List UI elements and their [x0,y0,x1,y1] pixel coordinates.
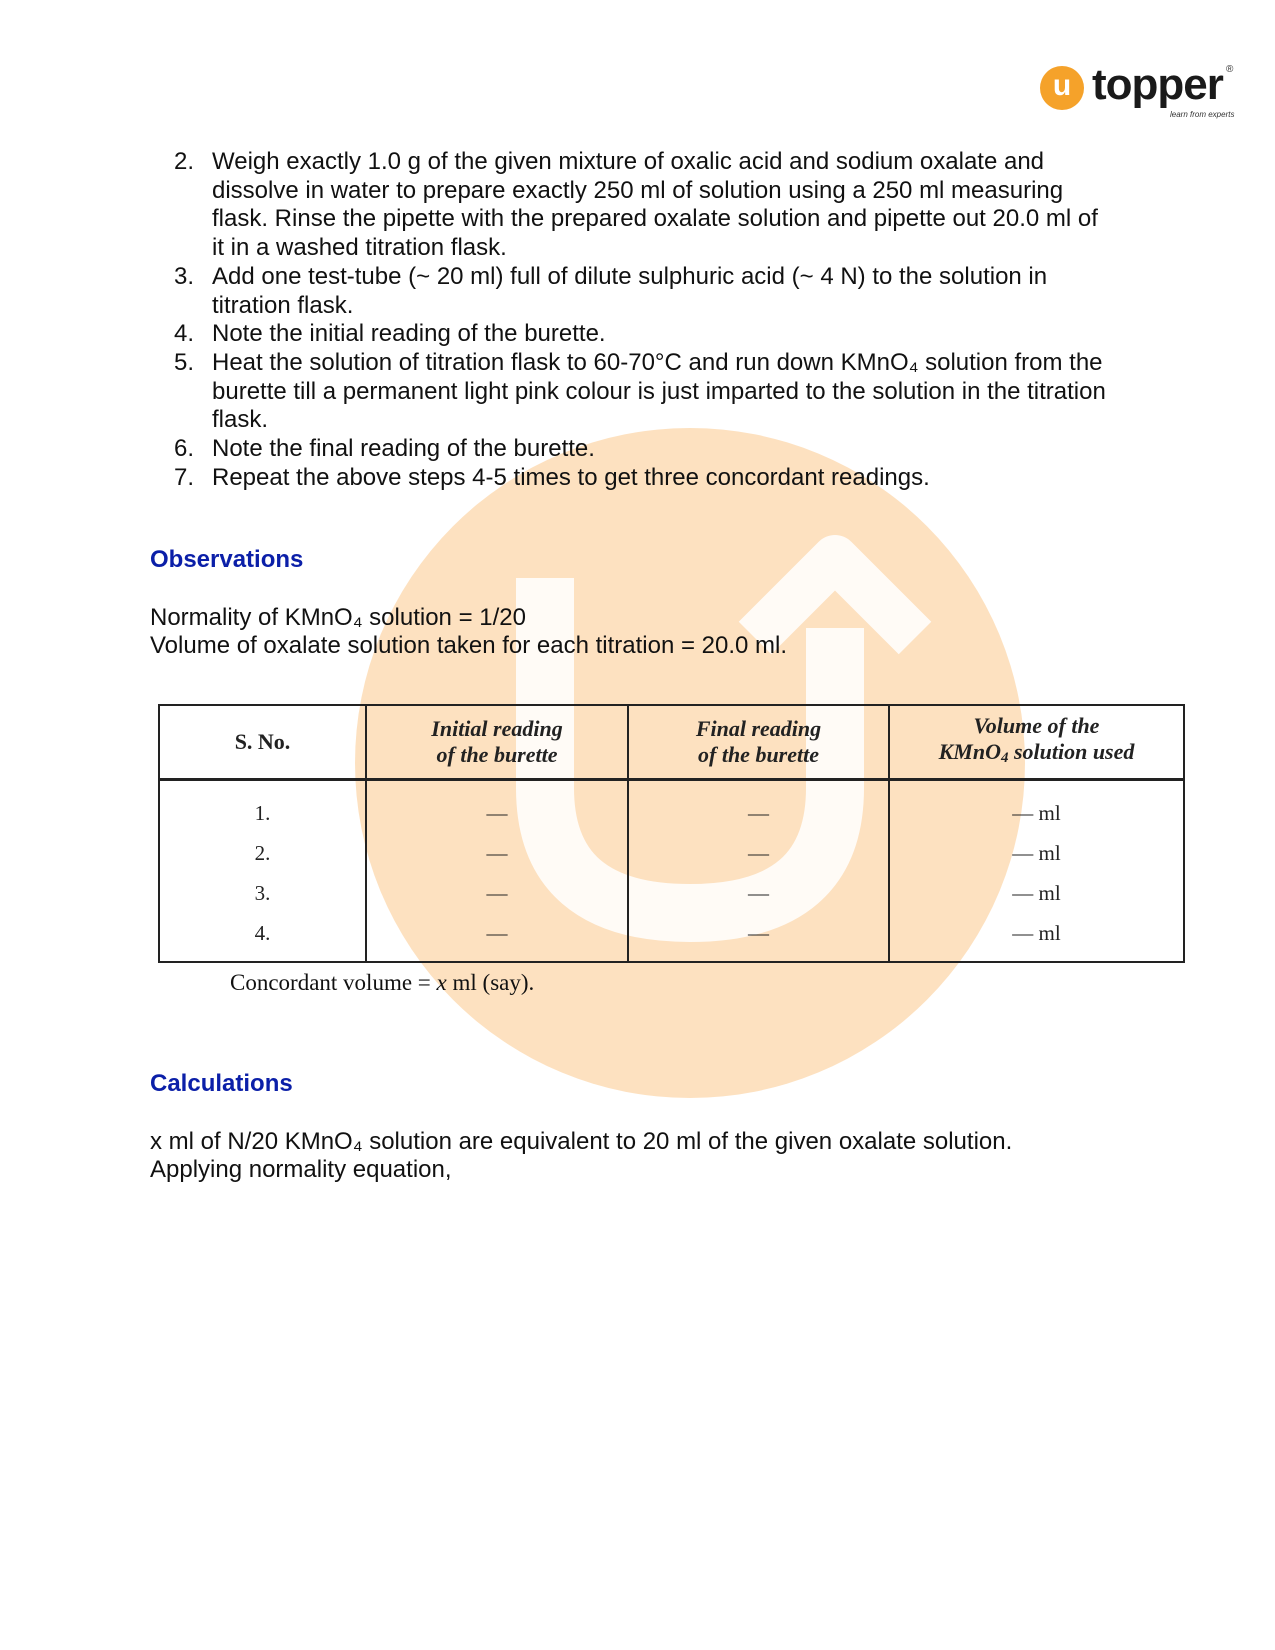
step-text: Add one test-tube (~ 20 ml) full of dilute sulphuric acid (~ 4 N) to the solution in titration flask. [212,262,1048,319]
cell-sno: 3. [159,873,366,913]
table-row [159,833,1184,873]
procedure-steps [174,148,1112,492]
logo-wordmark: topper [1092,60,1223,109]
table-row [159,780,1184,834]
calculation-line-2: Applying normality equation, [150,1156,452,1183]
cell-initial: — [366,913,628,962]
step-item: 3. Add one test-tube (~ 20 ml) full of dilute sulphuric acid (~ 4 N) to the solution in titration flask. [174,262,1048,319]
step-text: Weigh exactly 1.0 g of the given mixture of oxalic acid and sodium oxalate and dissolve in water to prepare exactly 250 ml of solution using a 250 ml measuring flask. Rinse the pipette with the prepared oxalate solution and pipette out 20.0 ml of it in a washed titration flask. [212,148,1098,262]
step-item: 6. Note the final reading of the burette. [174,435,595,463]
header-sno: S. No. [159,705,366,780]
step-text: Repeat the above steps 4-5 times to get three concordant readings. [212,463,930,491]
volume-line: Volume of oxalate solution taken for each titration = 20.0 ml. [150,632,788,659]
cell-sno: 1. [159,780,366,834]
header-volume: Volume of the KMnO$_4$ solution used [889,705,1184,780]
table-row [159,913,1184,962]
cell-sno: 2. [159,833,366,873]
concordant-volume: Concordant volume = x ml (say). [230,970,535,995]
cell-volume: — ml [889,833,1184,873]
cell-final: — [628,873,889,913]
calculations-heading: Calculations [150,1070,293,1097]
cell-final: — [628,833,889,873]
step-item: 4. Note the initial reading of the burette. [174,320,606,348]
cell-volume: — ml [889,873,1184,913]
cell-volume: — ml [889,780,1184,834]
cell-initial: — [366,780,628,834]
cell-final: — [628,780,889,834]
header-final: Final reading of the burette [628,705,889,780]
normality-line: Normality of KMnO₄ solution = 1/20 [150,604,526,631]
table-row [159,873,1184,913]
cell-volume: — ml [889,913,1184,962]
observation-table [158,704,1185,963]
step-text: Heat the solution of titration flask to 60-70°C and run down KMnO₄ solution from the burette till a permanent light pink colour is just imparted to the solution in the titration flask. [212,348,1106,434]
header-initial: Initial reading of the burette [366,705,628,780]
step-text: Note the initial reading of the burette. [212,320,606,348]
topper-logo[interactable] [1040,62,1240,122]
calculation-line-1: x ml of N/20 KMnO₄ solution are equivalent to 20 ml of the given oxalate solution. [150,1128,1013,1155]
step-item: 5. Heat the solution of titration flask to 60-70°C and run down KMnO₄ solution from the burette till a permanent light pink colour is just imparted to the solution in the titration flask. [174,348,1106,434]
cell-final: — [628,913,889,962]
step-text: Note the final reading of the burette. [212,435,595,463]
cell-initial: — [366,833,628,873]
cell-sno: 4. [159,913,366,962]
step-item: 2. Weigh exactly 1.0 g of the given mixture of oxalic acid and sodium oxalate and dissolve in water to prepare exactly 250 ml of solution using a 250 ml measuring flask. Rinse the pipette with the prepared oxalate solution and pipette out 20.0 ml of it in a washed titration flask. [174,148,1098,262]
cell-initial: — [366,873,628,913]
logo-u-icon: u [1040,66,1084,110]
observations-heading: Observations [150,546,304,573]
registered-mark: ® [1226,64,1234,75]
logo-tagline: learn from experts [1170,110,1235,119]
step-item: 7. Repeat the above steps 4-5 times to get three concordant readings. [174,463,930,491]
